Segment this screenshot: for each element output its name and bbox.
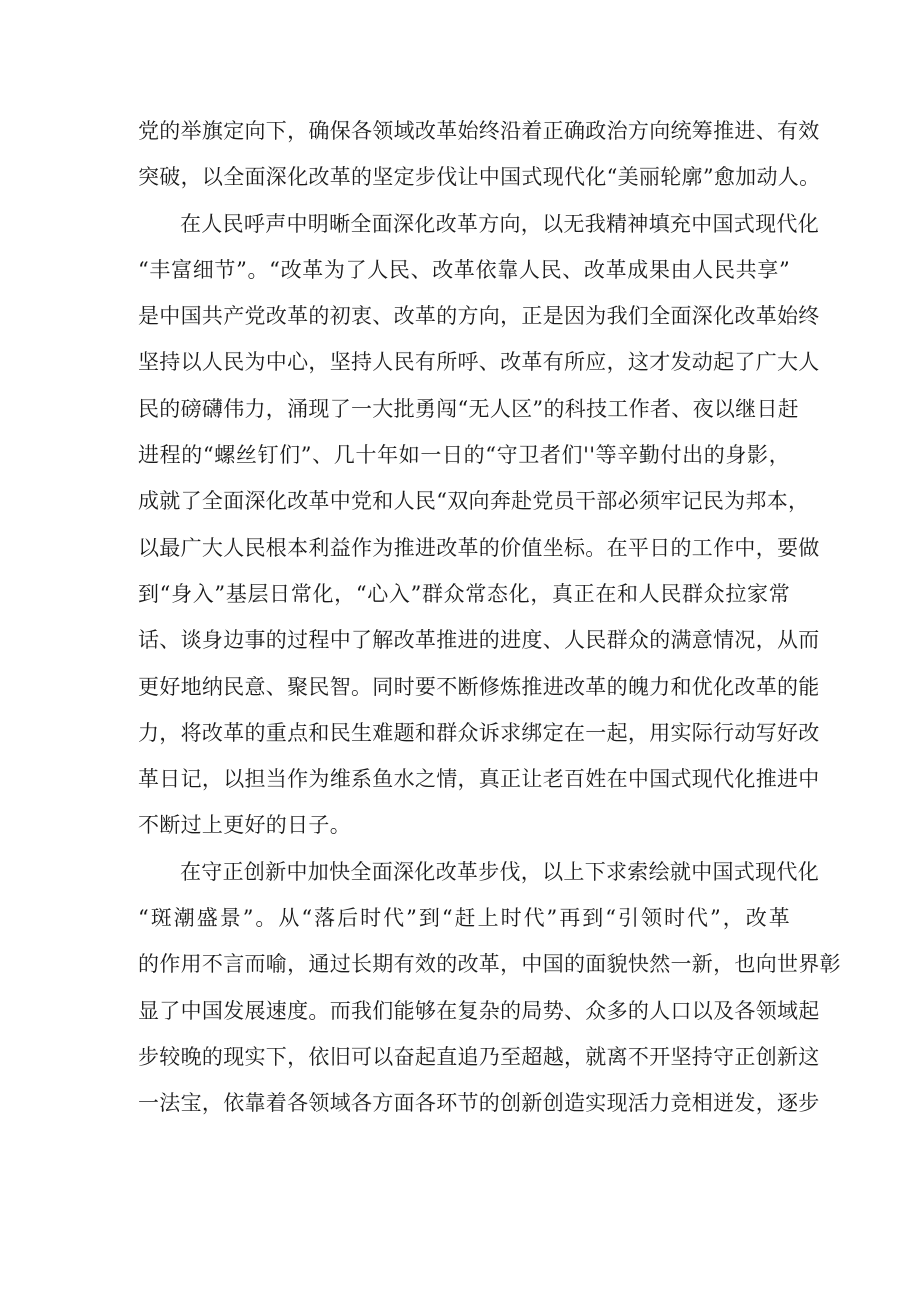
text-line: 坚持以人民为中心，坚持人民有所呼、改革有所应，这才发动起了广大人: [138, 350, 820, 375]
text-line: 成就了全面深化改革中党和人民“双向奔赴党员干部必须牢记民为邦本，: [138, 489, 810, 514]
text-line: 民的磅礴伟力，涌现了一大批勇闯“无人区”的科技工作者、夜以继日赶: [138, 396, 800, 421]
text-line: “斑潮盛景”。从“落后时代”到“赶上时代”再到“引领时代”，改革: [138, 906, 790, 931]
text-line: 进程的“螺丝钉们”、几十年如一日的“守卫者们''等辛勤付出的身影，: [138, 443, 790, 468]
text-line: 在守正创新中加快全面深化改革步伐，以上下求索绘就中国式现代化: [180, 859, 819, 884]
text-line: 是中国共产党改革的初衷、改革的方向，正是因为我们全面深化改革始终: [138, 304, 820, 329]
text-line: 一法宝，依靠着各领域各方面各环节的创新创造实现活力竞相迸发，逐步: [138, 1091, 820, 1116]
text-line: 突破，以全面深化改革的坚定步伐让中国式现代化“美丽轮廓”愈加动人。: [138, 165, 821, 190]
text-line: 到“身入”基层日常化，“心入”群众常态化，真正在和人民群众拉家常: [138, 581, 790, 606]
text-line: 党的举旗定向下，确保各领域改革始终沿着正确政治方向统筹推进、有效: [138, 119, 820, 143]
text-line: 更好地纳民意、聚民智。同时要不断修炼推进改革的魄力和优化改革的能: [138, 674, 820, 699]
document-body: [138, 108, 841, 1127]
text-line: 在人民呼声中明晰全面深化改革方向，以无我精神填充中国式现代化: [180, 211, 819, 236]
text-line: 以最广大人民根本利益作为推进改革的价值坐标。在平日的工作中，要做: [138, 535, 820, 560]
text-line: 不断过上更好的日子。: [138, 813, 351, 838]
paragraph-3: [138, 849, 841, 1127]
text-line: 的作用不言而喻，通过长期有效的改革，中国的面貌快然一新，也向世界彰: [138, 952, 841, 977]
paragraph-1: [138, 108, 821, 201]
text-line: 话、谈身边事的过程中了解改革推进的进度、人民群众的满意情况，从而: [138, 628, 820, 653]
paragraph-2: [138, 201, 820, 849]
text-line: 显了中国发展速度。而我们能够在复杂的局势、众多的人口以及各领域起: [138, 998, 820, 1023]
text-line: 力，将改革的重点和民生难题和群众诉求绑定在一起，用实际行动写好改: [138, 720, 820, 745]
text-line: “丰富细节”。“改革为了人民、改革依靠人民、改革成果由人民共享”: [138, 257, 790, 282]
text-line: 步较晚的现实下，依旧可以奋起直追乃至超越，就离不开坚持守正创新这: [138, 1044, 820, 1069]
text-line: 革日记，以担当作为维系鱼水之情，真正让老百姓在中国式现代化推进中: [138, 767, 820, 792]
